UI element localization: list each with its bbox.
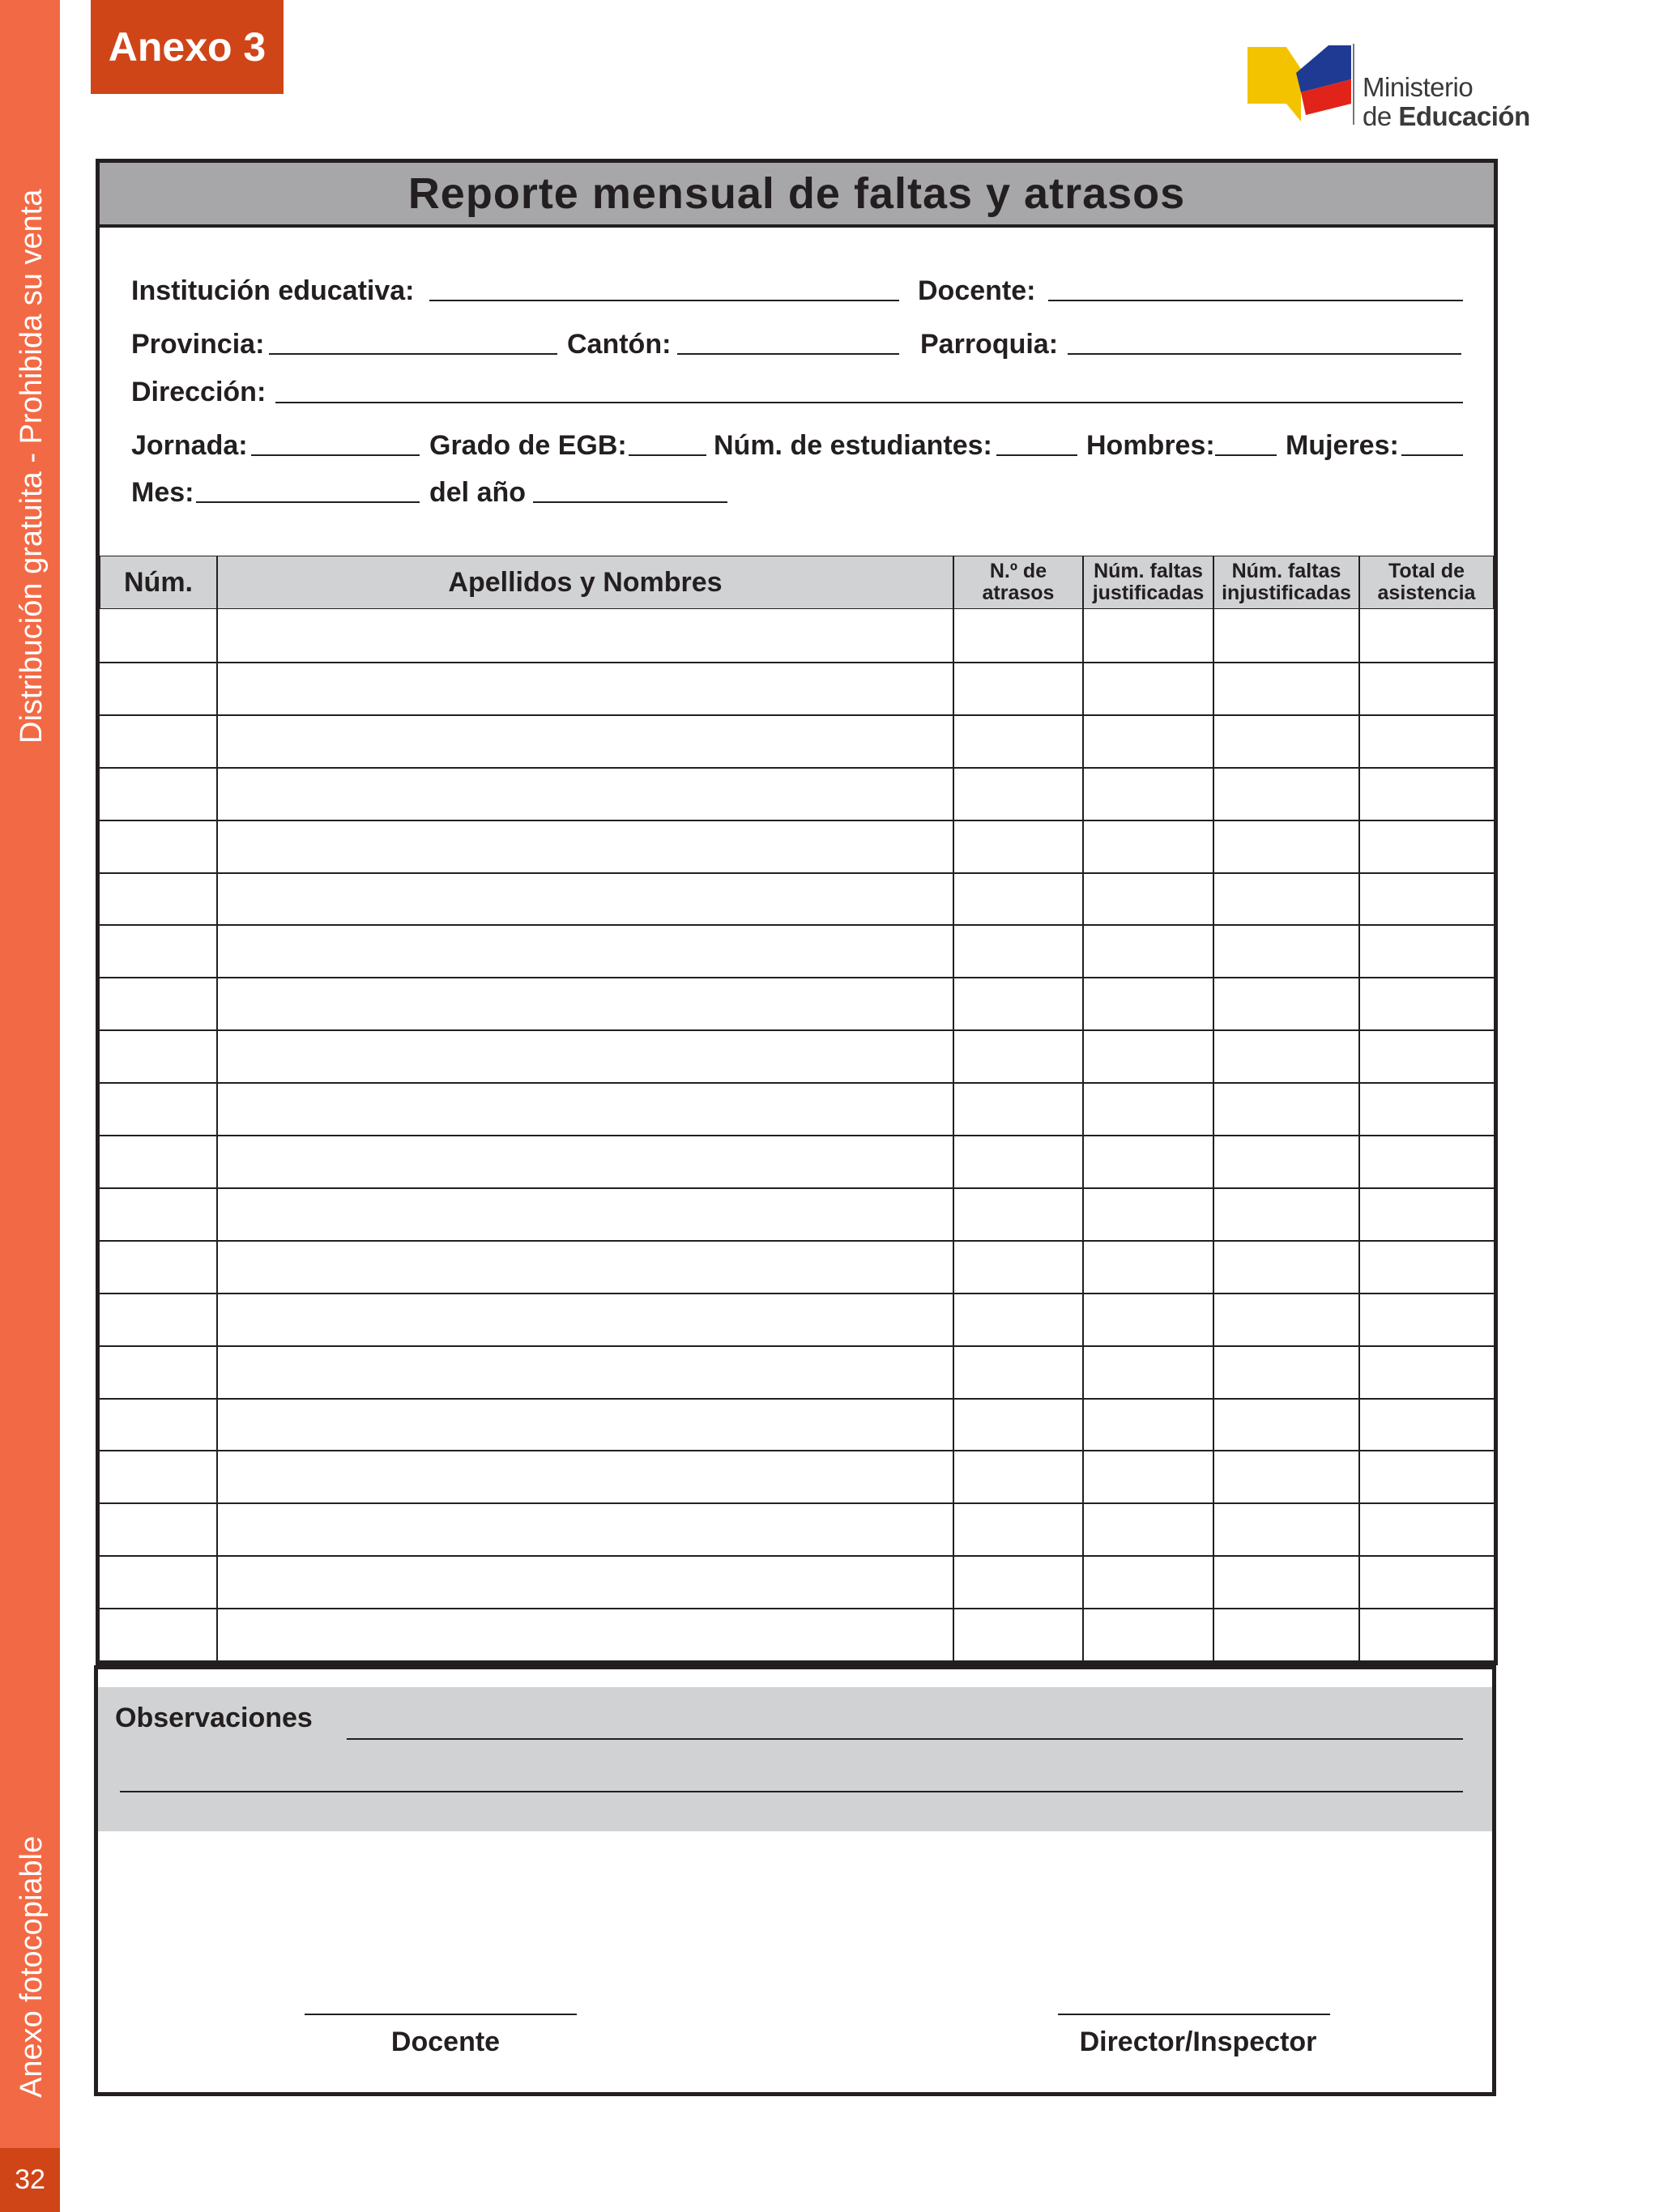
field-anio[interactable] (533, 501, 727, 503)
logo-divider (1353, 44, 1354, 125)
table-row[interactable] (100, 1347, 1494, 1398)
label-canton: Cantón: (567, 329, 672, 360)
header-faltas-injustificadas: Núm. faltas injustificadas (1213, 556, 1359, 609)
table-row[interactable] (100, 663, 1494, 714)
label-jornada: Jornada: (131, 430, 248, 461)
label-institucion: Institución educativa: (131, 275, 415, 306)
label-parroquia: Parroquia: (920, 329, 1059, 360)
label-observaciones: Observaciones (115, 1703, 313, 1733)
label-hombres: Hombres: (1086, 430, 1215, 461)
label-num-estudiantes: Núm. de estudiantes: (714, 430, 992, 461)
header-atrasos: N.º de atrasos (953, 556, 1083, 609)
table-row[interactable] (100, 1242, 1494, 1293)
label-anio: del año (429, 477, 527, 508)
sidebar-top-text: Distribución gratuita - Prohibida su venta (15, 189, 49, 744)
ministerio-logo-icon (1247, 40, 1353, 121)
signature-label-director: Director/Inspector (1079, 2027, 1317, 2057)
field-mes[interactable] (196, 501, 420, 503)
label-mes: Mes: (131, 477, 194, 508)
label-direccion: Dirección: (131, 377, 267, 407)
field-docente[interactable] (1048, 300, 1463, 301)
table-row[interactable] (100, 926, 1494, 977)
table-row[interactable] (100, 1400, 1494, 1451)
logo-line2: de Educación (1363, 101, 1530, 131)
signature-line-docente[interactable] (305, 2014, 577, 2015)
field-observaciones-line2[interactable] (120, 1791, 1463, 1792)
table-row[interactable] (100, 821, 1494, 872)
signature-line-director[interactable] (1058, 2014, 1330, 2015)
field-hombres[interactable] (1215, 454, 1277, 456)
table-row[interactable] (100, 1294, 1494, 1345)
header-faltas-justificadas: Núm. faltas justificadas (1083, 556, 1213, 609)
table-row[interactable] (100, 769, 1494, 820)
annex-label: Anexo 3 (91, 0, 284, 94)
field-provincia[interactable] (269, 353, 557, 355)
table-row[interactable] (100, 1609, 1494, 1660)
page-number: 32 (15, 2164, 45, 2195)
table-row[interactable] (100, 716, 1494, 767)
field-institucion[interactable] (429, 300, 899, 301)
field-canton[interactable] (677, 353, 899, 355)
table-row[interactable] (100, 1451, 1494, 1502)
label-mujeres: Mujeres: (1286, 430, 1399, 461)
field-observaciones-line1[interactable] (347, 1738, 1463, 1740)
field-jornada[interactable] (251, 454, 420, 456)
table-row[interactable] (100, 1031, 1494, 1082)
label-grado: Grado de EGB: (429, 430, 627, 461)
logo-text (1363, 73, 1530, 131)
table-row[interactable] (100, 874, 1494, 925)
field-mujeres[interactable] (1401, 454, 1463, 456)
label-provincia: Provincia: (131, 329, 265, 360)
header-apellidos-nombres: Apellidos y Nombres (217, 556, 953, 609)
table-row[interactable] (100, 1504, 1494, 1555)
sidebar-bottom-text: Anexo fotocopiable (15, 1835, 49, 2098)
table-row[interactable] (100, 1084, 1494, 1135)
header-num: Núm. (100, 556, 217, 609)
table-row[interactable] (100, 1189, 1494, 1240)
header-total-asistencia: Total de asistencia (1359, 556, 1494, 609)
table-row[interactable] (100, 611, 1494, 662)
table-row-line (100, 1660, 1494, 1662)
logo-line1: Ministerio (1363, 72, 1473, 102)
field-direccion[interactable] (275, 402, 1463, 403)
signature-label-docente: Docente (390, 2027, 501, 2057)
field-parroquia[interactable] (1068, 353, 1461, 355)
form-title: Reporte mensual de faltas y atrasos (100, 163, 1494, 228)
table-row[interactable] (100, 1136, 1494, 1187)
label-docente: Docente: (918, 275, 1036, 306)
field-num-estudiantes[interactable] (996, 454, 1077, 456)
field-grado[interactable] (629, 454, 706, 456)
table-row[interactable] (100, 1557, 1494, 1608)
table-row[interactable] (100, 978, 1494, 1029)
